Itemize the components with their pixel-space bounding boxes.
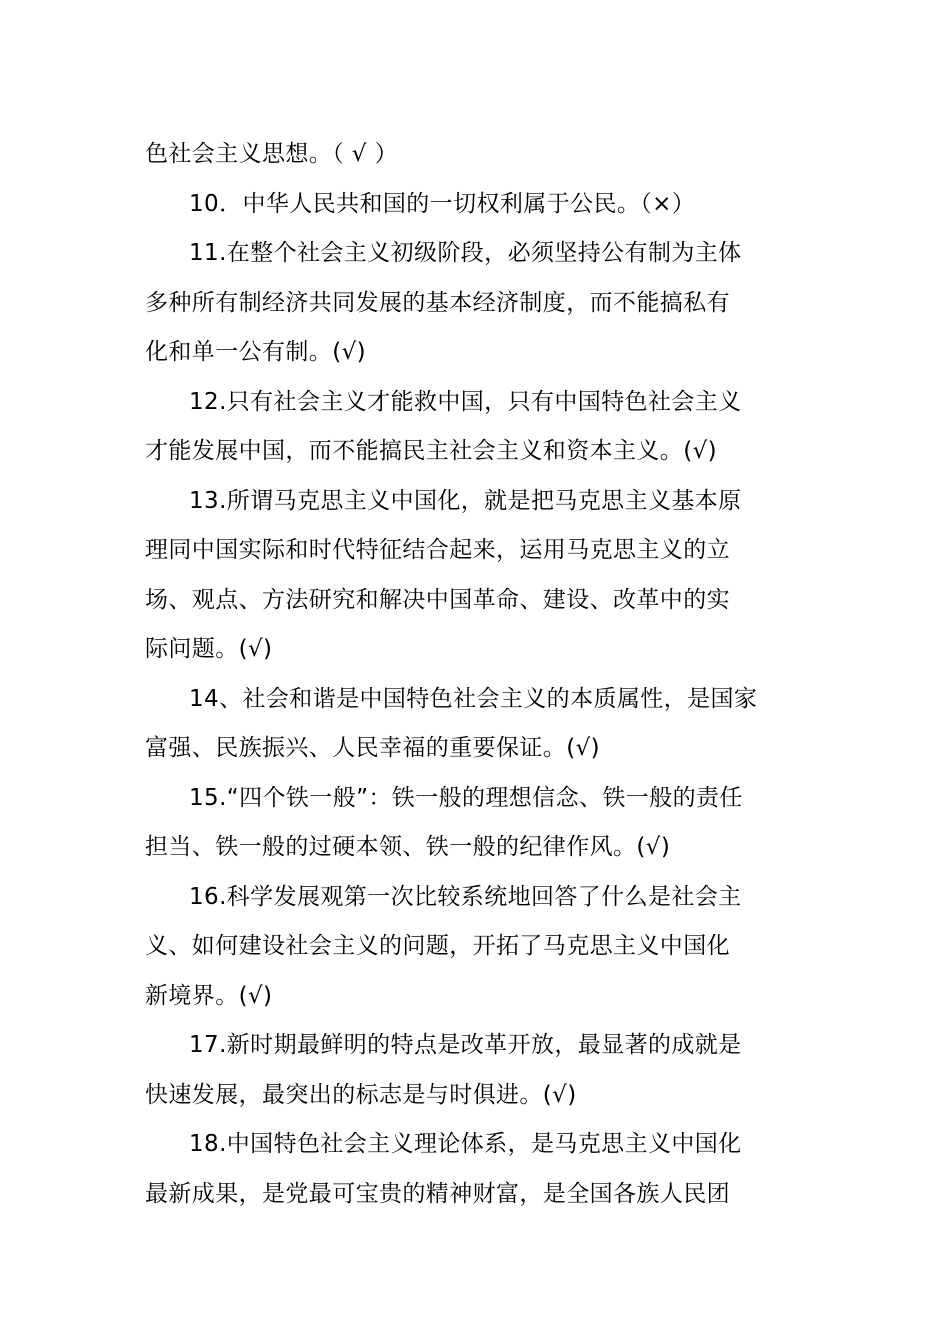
text-line: 多种所有制经济共同发展的基本经济制度，而不能搞私有 bbox=[145, 289, 730, 316]
text-line: 11.在整个社会主义初级阶段，必须坚持公有制为主体 bbox=[189, 240, 742, 266]
text-line: 13.所谓马克思主义中国化，就是把马克思主义基本原 bbox=[189, 487, 742, 514]
text-line: 15.“四个铁一般”：铁一般的理想信念、铁一般的责任 bbox=[189, 784, 743, 811]
text-line: 场、观点、方法研究和解决中国革命、建设、改革中的实 bbox=[145, 586, 730, 613]
text-line: 10．中华人民共和国的一切权利属于公民。（×） bbox=[189, 190, 696, 217]
text-line: 17.新时期最鲜明的特点是改革开放，最显著的成就是 bbox=[189, 1032, 742, 1058]
text-line: 义、如何建设社会主义的问题，开拓了马克思主义中国化 bbox=[145, 933, 730, 959]
text-line: 才能发展中国，而不能搞民主社会主义和资本主义。(√) bbox=[145, 438, 718, 464]
document-page bbox=[145, 130, 815, 1219]
text-line: 富强、民族振兴、人民幸福的重要保证。(√) bbox=[145, 735, 601, 761]
text-line: 色社会主义思想。（ √ ） bbox=[145, 141, 398, 167]
text-line: 16.科学发展观第一次比较系统地回答了什么是社会主 bbox=[189, 883, 742, 910]
text-line: 18.中国特色社会主义理论体系，是马克思主义中国化 bbox=[189, 1131, 742, 1157]
text-line: 新境界。(√) bbox=[145, 982, 273, 1009]
text-line: 14、社会和谐是中国特色社会主义的本质属性，是国家 bbox=[189, 685, 758, 712]
text-line: 际问题。(√) bbox=[145, 636, 273, 662]
text-line: 快速发展，最突出的标志是与时俱进。(√) bbox=[145, 1081, 577, 1108]
text-line: 化和单一公有制。(√) bbox=[145, 339, 367, 365]
text-line: 担当、铁一般的过硬本领、铁一般的纪律作风。(√) bbox=[145, 834, 671, 860]
text-line: 理同中国实际和时代特征结合起来，运用马克思主义的立 bbox=[145, 537, 730, 563]
text-line: 最新成果，是党最可宝贵的精神财富，是全国各族人民团 bbox=[145, 1180, 730, 1207]
text-line: 12.只有社会主义才能救中国，只有中国特色社会主义 bbox=[189, 388, 742, 415]
